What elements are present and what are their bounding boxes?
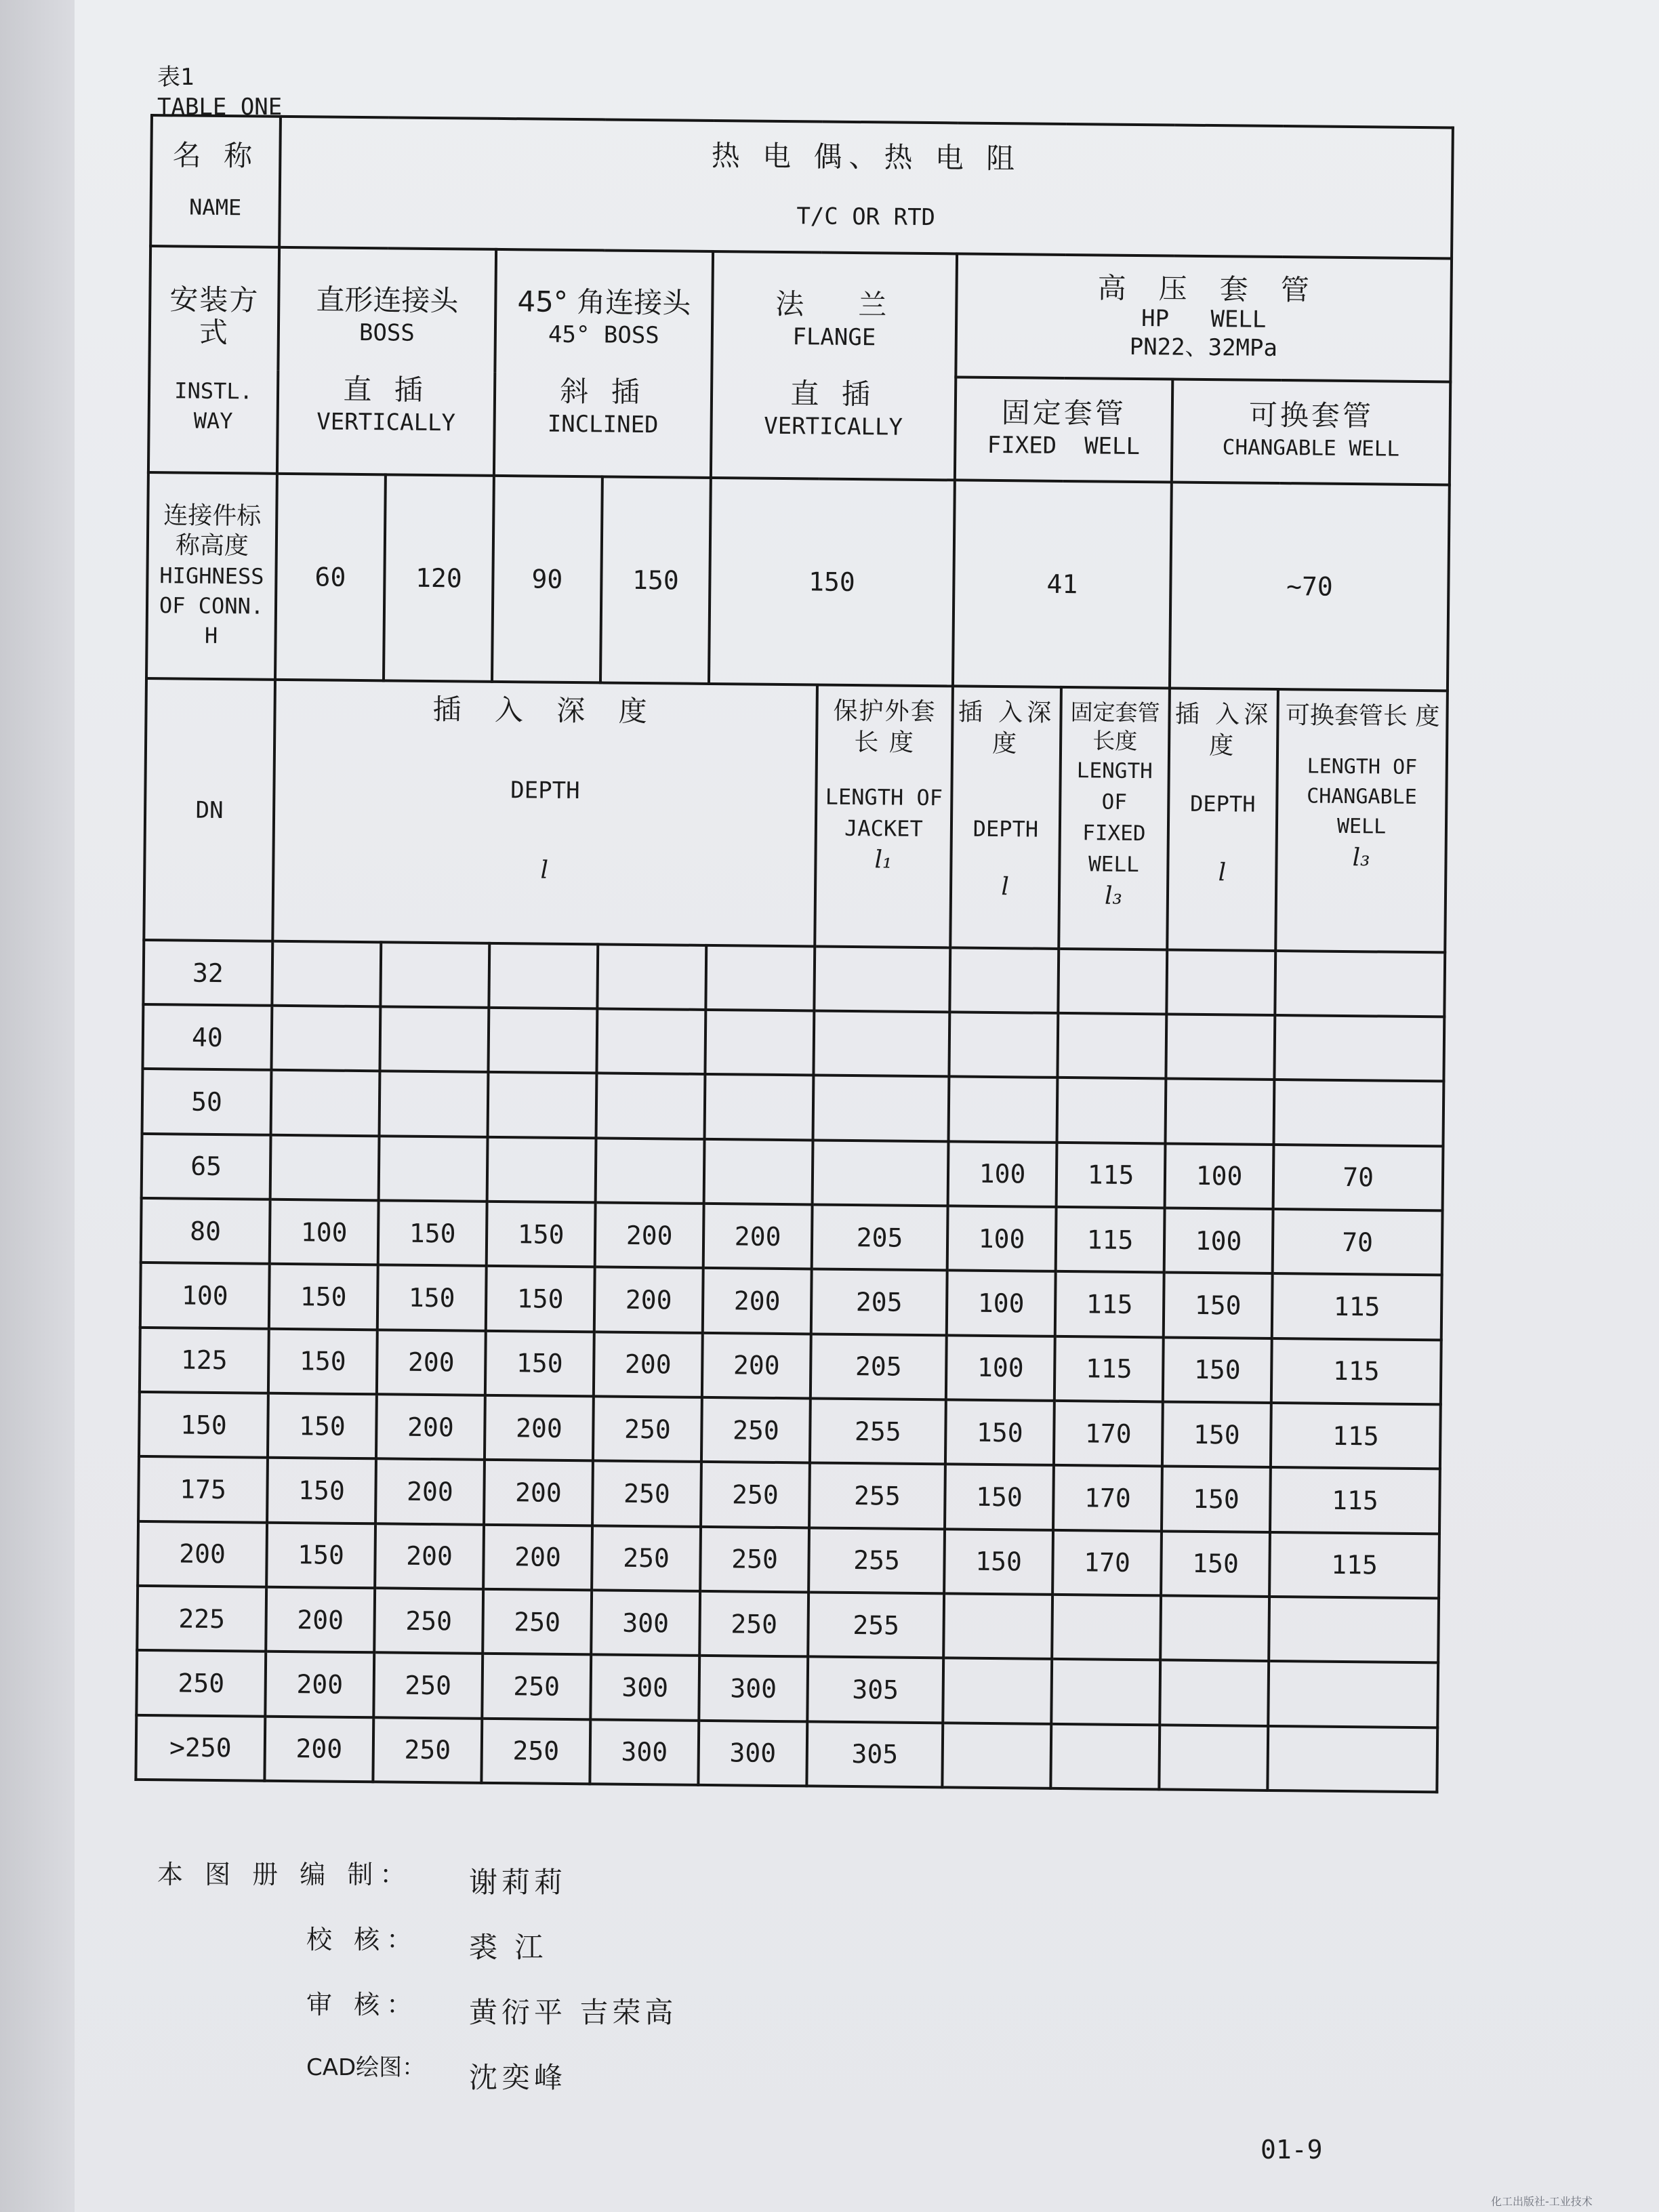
depth-header-row <box>144 678 1448 952</box>
credit-label: 审 核： <box>306 1990 419 2020</box>
value-cell <box>704 1139 813 1205</box>
conn-value: 150 <box>600 477 711 684</box>
value-cell: 150 <box>945 1399 1054 1465</box>
changable-well-zh: 可换套管 <box>1248 398 1374 433</box>
value-cell <box>596 1073 705 1139</box>
conn-value: 120 <box>384 475 494 682</box>
value-cell: 250 <box>699 1591 808 1657</box>
value-cell: 300 <box>698 1720 807 1786</box>
credit-row <box>157 1984 767 2049</box>
value-cell: 200 <box>375 1523 484 1589</box>
ch-len-en: LENGTH OF CHANGABLE WELL <box>1307 754 1418 840</box>
depth-en: DEPTH <box>510 777 580 805</box>
dn-row <box>140 1263 1442 1340</box>
page-number: 01-9 <box>1261 2135 1323 2165</box>
credit-row <box>157 2049 767 2114</box>
credit-label: CAD绘图： <box>306 2054 426 2081</box>
value-cell <box>1160 1660 1269 1726</box>
value-cell: 255 <box>809 1463 945 1529</box>
value-cell: 100 <box>1164 1208 1273 1274</box>
table-title-zh: 热 电 偶、热 电 阻 <box>711 139 1022 176</box>
boss45-cell <box>494 249 713 478</box>
dn-cell: 200 <box>138 1521 267 1587</box>
flange-way-en: VERTICALLY <box>764 412 903 441</box>
value-cell <box>270 1135 380 1201</box>
ch-len-header-cell <box>1275 689 1448 952</box>
dn-cell: 175 <box>138 1456 268 1522</box>
dn-row <box>136 1650 1438 1727</box>
fixed-well-en: FIXED WELL <box>987 432 1141 461</box>
value-cell: 150 <box>268 1393 377 1459</box>
value-cell <box>1273 1080 1443 1146</box>
value-cell <box>380 1006 489 1072</box>
jacket-header-cell <box>815 685 953 947</box>
value-cell: 200 <box>594 1332 703 1397</box>
conn-value: 60 <box>275 474 386 681</box>
value-cell <box>271 1006 380 1071</box>
value-cell: 200 <box>376 1394 485 1460</box>
boss45-zh: 45° 角连接头 <box>517 285 691 320</box>
dn-row <box>141 1198 1443 1275</box>
value-cell <box>1166 949 1275 1015</box>
hp-well-en: HP WELL <box>1141 304 1267 333</box>
value-cell <box>380 1071 489 1137</box>
value-cell <box>705 1010 814 1076</box>
value-cell <box>943 1593 1052 1659</box>
value-cell: 150 <box>267 1458 376 1523</box>
value-cell: 170 <box>1052 1530 1162 1596</box>
flange-en: FLANGE <box>792 323 876 352</box>
value-cell <box>380 942 489 1008</box>
hp-depth-sym: l <box>1001 873 1010 901</box>
value-cell <box>488 1008 597 1073</box>
flange-cell <box>711 251 957 480</box>
value-cell: 205 <box>812 1205 948 1271</box>
boss-en: BOSS <box>359 319 415 347</box>
value-cell <box>1275 951 1445 1017</box>
dn-row <box>138 1521 1439 1599</box>
ch-depth-zh: 插 入深 度 <box>1174 701 1273 760</box>
dn-cell: 150 <box>139 1392 268 1458</box>
value-cell: 255 <box>808 1528 945 1593</box>
value-cell: 115 <box>1271 1403 1441 1469</box>
flange-way-zh: 直 插 <box>790 377 877 411</box>
value-cell: 205 <box>811 1334 947 1399</box>
value-cell: 300 <box>699 1656 808 1721</box>
credit-value: 沈奕峰 <box>469 2061 567 2094</box>
value-cell: 250 <box>373 1653 483 1719</box>
jacket-zh: 保护外套长 度 <box>833 697 937 758</box>
value-cell: 200 <box>702 1333 811 1399</box>
value-cell: 250 <box>701 1397 811 1463</box>
value-cell <box>596 1009 705 1075</box>
fixed-len-zh: 固定套管长度 <box>1070 699 1160 755</box>
credit-value: 谢莉莉 <box>469 1866 567 1899</box>
value-cell: 200 <box>594 1267 703 1333</box>
dn-cell: 50 <box>142 1069 272 1134</box>
value-cell: 115 <box>1270 1467 1440 1534</box>
value-cell: 250 <box>373 1717 482 1783</box>
value-cell: 300 <box>590 1655 699 1721</box>
caption-zh: 表1 <box>157 64 194 91</box>
value-cell: 115 <box>1054 1336 1164 1402</box>
value-cell <box>813 1076 949 1141</box>
value-cell <box>942 1723 1051 1788</box>
value-cell: 300 <box>590 1719 699 1785</box>
dn-cell: 250 <box>136 1650 266 1716</box>
dn-label-text: DN <box>195 796 224 825</box>
flange-zh: 法 兰 <box>775 287 894 322</box>
credit-row <box>157 1919 767 1984</box>
value-cell: 115 <box>1055 1271 1164 1337</box>
value-cell: 150 <box>945 1465 1054 1530</box>
hp-depth-en: DEPTH <box>972 816 1039 843</box>
dn-cell: 80 <box>141 1198 270 1264</box>
dn-label <box>144 678 275 941</box>
ch-len-sym: l₃ <box>1352 844 1370 872</box>
boss45-en: 45° BOSS <box>548 321 659 350</box>
ch-depth-header-cell <box>1167 689 1278 951</box>
boss-way-en: VERTICALLY <box>316 408 456 437</box>
value-cell <box>1057 1078 1166 1143</box>
name-row <box>150 115 1453 258</box>
value-cell: 250 <box>374 1588 483 1654</box>
hp-depth-header-cell <box>950 687 1061 949</box>
dn-row <box>139 1392 1441 1469</box>
value-cell <box>1165 1079 1274 1145</box>
value-cell: 250 <box>593 1396 702 1462</box>
value-cell: 150 <box>268 1328 377 1394</box>
conn-value: 90 <box>492 476 602 683</box>
credit-label: 本 图 册 编 制： <box>157 1860 413 1889</box>
value-cell: 250 <box>482 1654 591 1719</box>
value-cell: 250 <box>592 1461 701 1527</box>
value-cell: 150 <box>269 1264 378 1330</box>
value-cell: 150 <box>1162 1401 1271 1467</box>
value-cell: 200 <box>484 1460 593 1525</box>
value-cell: 150 <box>377 1265 487 1331</box>
changable-well-cell <box>1172 380 1451 485</box>
dn-row <box>142 1004 1444 1082</box>
dn-row <box>140 1328 1441 1405</box>
value-cell <box>705 1074 814 1140</box>
value-cell: 250 <box>700 1527 809 1593</box>
dn-row <box>138 1456 1440 1534</box>
value-cell: 300 <box>591 1590 700 1656</box>
depth-header-cell <box>272 680 817 946</box>
value-cell <box>1166 1015 1275 1080</box>
value-cell: 205 <box>811 1269 947 1335</box>
dn-cell: 40 <box>142 1004 272 1070</box>
value-cell: 200 <box>266 1587 375 1653</box>
value-cell: 115 <box>1057 1143 1166 1208</box>
value-cell: 150 <box>266 1522 375 1588</box>
corner-mark: 化工出版社-工业技术 <box>1491 2195 1593 2208</box>
value-cell: 150 <box>485 1331 594 1397</box>
value-cell: 305 <box>807 1657 943 1723</box>
dn-row <box>142 1134 1443 1211</box>
table-title-cell <box>279 117 1453 258</box>
ch-len-zh: 可换套管长 度 <box>1285 701 1440 731</box>
value-cell: 150 <box>378 1200 487 1266</box>
fixed-well-cell <box>955 377 1172 483</box>
conn-height-row <box>146 472 1450 691</box>
value-cell <box>488 1072 597 1138</box>
value-cell <box>271 1070 380 1136</box>
value-cell: 70 <box>1273 1145 1443 1211</box>
dn-cell: 32 <box>143 940 272 1006</box>
value-cell <box>814 946 950 1012</box>
depth-sym: l <box>540 857 549 885</box>
dn-cell: 125 <box>140 1328 269 1393</box>
conn-value: 150 <box>709 478 955 687</box>
dn-row <box>142 1069 1444 1146</box>
value-cell <box>1052 1595 1161 1660</box>
value-cell: 200 <box>595 1202 704 1268</box>
value-cell <box>1274 1015 1444 1082</box>
caption-en: TABLE ONE <box>157 94 283 121</box>
value-cell: 200 <box>703 1268 812 1334</box>
value-cell <box>379 1136 488 1202</box>
value-cell: 150 <box>486 1266 595 1332</box>
ch-depth-sym: l <box>1218 859 1227 887</box>
value-cell: 250 <box>592 1525 701 1591</box>
page-shadow <box>0 0 81 2212</box>
value-cell <box>813 1140 949 1206</box>
value-cell: 200 <box>483 1524 592 1590</box>
value-cell: 70 <box>1273 1209 1443 1275</box>
dn-cell: 225 <box>137 1586 266 1652</box>
table-caption <box>157 62 282 122</box>
value-cell: 100 <box>947 1271 1056 1336</box>
value-cell: 200 <box>265 1652 374 1717</box>
value-cell: 255 <box>808 1592 944 1658</box>
value-cell: 200 <box>703 1204 813 1269</box>
value-cell <box>1268 1661 1438 1727</box>
jacket-sym: l₁ <box>874 846 893 875</box>
install-row-1 <box>149 246 1452 382</box>
install-label-zh: 安装方式 <box>169 283 260 350</box>
value-cell <box>943 1658 1052 1724</box>
value-cell: 250 <box>481 1718 590 1784</box>
value-cell: 115 <box>1271 1338 1441 1405</box>
value-cell <box>596 1138 705 1204</box>
value-cell <box>489 943 598 1009</box>
value-cell: 115 <box>1272 1273 1442 1340</box>
value-cell <box>597 944 706 1010</box>
boss-cell <box>277 247 496 476</box>
value-cell: 200 <box>264 1716 373 1782</box>
dn-cell: 100 <box>140 1263 270 1328</box>
value-cell <box>1159 1725 1268 1790</box>
dn-cell: >250 <box>136 1715 265 1781</box>
value-cell: 100 <box>948 1141 1057 1207</box>
conn-label-cell <box>146 472 277 680</box>
ch-depth-en: DEPTH <box>1189 791 1256 818</box>
name-label-cell <box>150 115 281 247</box>
value-cell: 150 <box>487 1202 596 1267</box>
hp-well-cell <box>956 253 1452 382</box>
value-cell: 250 <box>483 1589 592 1655</box>
value-cell: 150 <box>1164 1273 1273 1338</box>
dn-cell: 65 <box>142 1134 271 1200</box>
table-title-en: T/C OR RTD <box>796 203 936 232</box>
changable-well-en: CHANGABLE WELL <box>1222 435 1400 462</box>
hp-well-pressure: PN22、32MPa <box>1129 333 1278 362</box>
jacket-en: LENGTH OF JACKET <box>825 784 943 842</box>
value-cell <box>1058 949 1167 1015</box>
value-cell: 170 <box>1053 1465 1162 1531</box>
value-cell <box>949 1012 1058 1078</box>
value-cell: 100 <box>1165 1143 1274 1209</box>
hp-well-zh: 高 压 套 管 <box>1097 271 1311 307</box>
credits <box>157 1853 767 2114</box>
credit-row <box>157 1853 767 1919</box>
depth-zh: 插 入 深 度 <box>432 693 659 729</box>
conn-value: 41 <box>953 480 1172 689</box>
value-cell: 170 <box>1054 1401 1163 1467</box>
dn-row <box>136 1715 1437 1793</box>
dn-row <box>143 940 1445 1017</box>
conn-value: ~70 <box>1170 483 1450 691</box>
install-label-en: INSTL. WAY <box>174 377 253 434</box>
value-cell: 200 <box>377 1330 486 1395</box>
value-cell: 100 <box>946 1335 1055 1401</box>
value-cell: 100 <box>947 1206 1057 1271</box>
boss45-way-zh: 斜 插 <box>560 374 647 409</box>
boss45-way-en: INCLINED <box>547 410 659 439</box>
value-cell: 150 <box>1161 1531 1270 1597</box>
value-cell: 115 <box>1269 1532 1439 1599</box>
value-cell <box>1051 1659 1160 1725</box>
value-cell <box>1050 1723 1160 1789</box>
value-cell: 200 <box>485 1395 594 1461</box>
value-cell: 100 <box>270 1200 379 1265</box>
value-cell: 150 <box>1162 1467 1271 1532</box>
dn-rows <box>136 940 1445 1793</box>
value-cell <box>1057 1013 1166 1079</box>
credit-label: 校 核： <box>306 1925 419 1954</box>
value-cell: 150 <box>1163 1337 1272 1403</box>
value-cell <box>1269 1597 1439 1663</box>
name-label-en: NAME <box>188 194 242 221</box>
value-cell <box>813 1011 949 1077</box>
value-cell <box>949 947 1059 1013</box>
dn-row <box>137 1586 1439 1663</box>
hp-depth-zh: 插 入深 度 <box>958 698 1056 758</box>
value-cell: 150 <box>944 1529 1053 1595</box>
fixed-len-sym: l₃ <box>1104 882 1123 911</box>
value-cell: 255 <box>810 1398 946 1464</box>
value-cell: 115 <box>1056 1207 1165 1273</box>
fixed-len-header-cell <box>1059 687 1170 949</box>
conn-label-sym: H <box>204 623 218 649</box>
credit-value: 裘 江 <box>469 1931 548 1964</box>
conn-label-zh: 连接件标称高度 <box>163 501 262 560</box>
spec-table <box>134 114 1454 1793</box>
value-cell <box>1267 1726 1437 1793</box>
value-cell: 305 <box>806 1721 943 1787</box>
value-cell <box>1160 1595 1269 1661</box>
credit-value: 黄衍平 吉荣高 <box>469 1996 678 2029</box>
value-cell <box>949 1077 1058 1143</box>
fixed-len-en: LENGTH OF FIXED WELL <box>1076 758 1153 878</box>
value-cell <box>487 1137 596 1203</box>
fixed-well-zh: 固定套管 <box>1001 396 1127 431</box>
value-cell <box>272 941 381 1007</box>
value-cell: 250 <box>701 1462 810 1528</box>
boss-way-zh: 直 插 <box>343 372 430 407</box>
install-label-cell <box>148 246 279 474</box>
name-label-zh: 名 称 <box>172 138 260 173</box>
conn-label-en: HIGHNESS OF CONN. <box>159 562 264 619</box>
boss-zh: 直形连接头 <box>316 283 459 318</box>
value-cell: 200 <box>375 1459 485 1525</box>
value-cell <box>705 945 815 1011</box>
